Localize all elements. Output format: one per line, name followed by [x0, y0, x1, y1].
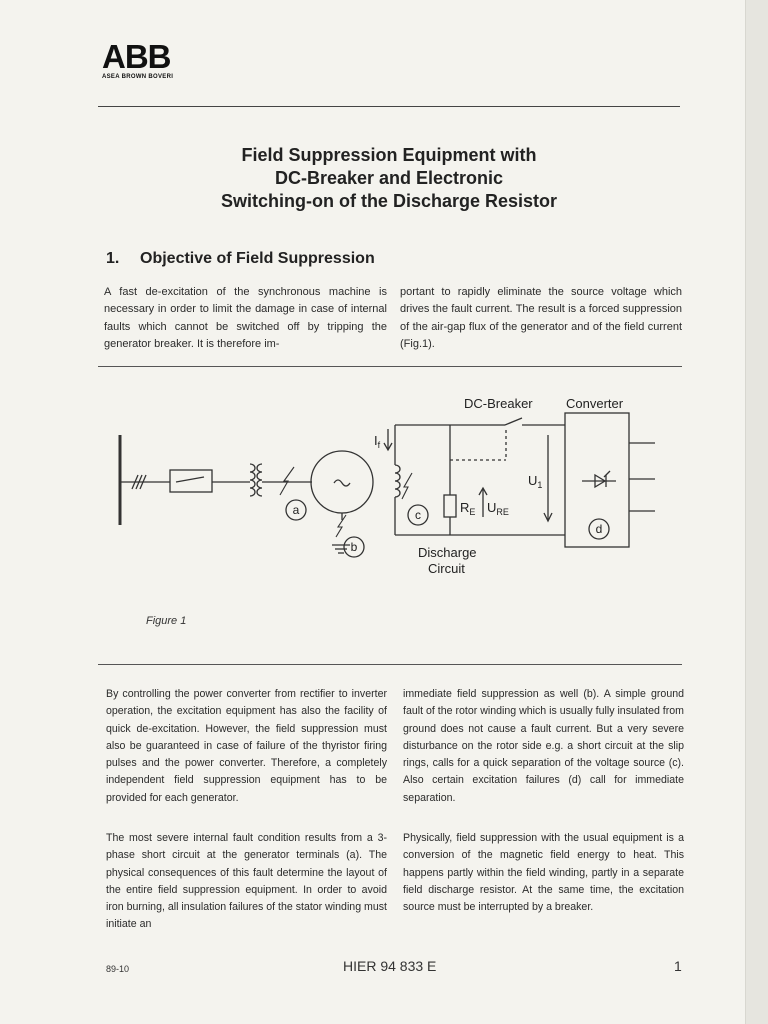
body-left-paragraph-1: By controlling the power converter from rectifier to inverter operation, the excitation equipment has also the facility of quick de-excitation. However, the field suppression must also be guaranteed in case of failure of the thyristor firing pulses and the power converter. Therefore, a completely independent field suppression equipment has to be provided for each generator. — [106, 688, 387, 804]
body-right-paragraph-1: immediate field suppression as well (b). A simple ground fault of the rotor winding which is usually fully insulated from ground does not cause a fault current. But a very severe disturbance on the rotor side e.g. a short circuit at the slip rings, calls for a quick separation of the voltage source (c). Also certain excitation failures (d) call for immediate separation. — [403, 688, 684, 804]
logo-subtitle: ASEA BROWN BOVERI — [102, 74, 174, 80]
body-left-paragraph-2: The most severe internal fault condition results from a 3-phase short circuit at the generator terminals (a). The physical consequences of this fault determine the layout of the entire field suppression equipment. In order to avoid iron burning, all insulation failures of the stator winding must initiate an — [106, 832, 387, 931]
intro-left-paragraph: A fast de-excitation of the synchronous machine is necessary in order to limit the damage in case of internal faults which cannot be switched off by tripping the generator breaker. It is therefore im- — [104, 286, 387, 350]
dc-breaker-label: DC-Breaker — [464, 396, 533, 411]
footer-page-number: 1 — [674, 958, 682, 974]
field-winding — [395, 465, 400, 497]
document-title — [98, 144, 680, 213]
discharge-resistor — [444, 495, 456, 517]
converter-label: Converter — [566, 396, 624, 411]
figure-caption: Figure 1 — [146, 615, 187, 627]
figure-1-circuit-diagram — [110, 385, 670, 595]
transformer-coil-right — [257, 464, 262, 496]
discharge-label-1: Discharge — [418, 545, 477, 560]
ure-label: $U_{RE}$ — [487, 500, 509, 517]
marker-a-label: a — [292, 503, 300, 517]
body-right-paragraph-2: Physically, field suppression with the usual equipment is a conversion of the magnetic field energy to heat. This happens partly within the field winding, partly in a separate field discharge resistor. At the same time, the excitation source must be interrupted by a breaker. — [403, 832, 684, 914]
footer-document-number: HIER 94 833 E — [343, 958, 437, 974]
section-number: 1. — [106, 250, 120, 267]
title-line-1: Field Suppression Equipment with — [241, 145, 537, 165]
generator-tilde — [334, 480, 350, 486]
header-rule — [98, 106, 680, 107]
abb-logo — [102, 40, 173, 80]
discharge-label-2: Circuit — [428, 561, 465, 576]
section-heading — [106, 250, 375, 268]
title-line-3: Switching-on of the Discharge Resistor — [220, 191, 558, 211]
marker-c-label: c — [415, 508, 421, 522]
logo-mark: ABB — [102, 38, 171, 75]
section-title: Objective of Field Suppression — [140, 250, 375, 267]
u1-label: $U_1$ — [528, 473, 543, 490]
figure-bottom-rule — [98, 664, 682, 665]
transformer-coil-left — [250, 464, 255, 496]
generator-breaker — [170, 470, 212, 492]
figure-top-rule — [98, 366, 682, 367]
intro-right-paragraph: portant to rapidly eliminate the source voltage which drives the fault current. The result is a forced suppression of the air-gap flux of the generator and of the field current (Fig.1). — [400, 286, 682, 350]
re-label: $R_E$ — [460, 500, 476, 517]
marker-d-label: d — [595, 522, 603, 536]
page-edge — [745, 0, 768, 1024]
footer-code: 89-10 — [106, 964, 130, 974]
marker-b-label: b — [350, 540, 358, 554]
if-label: $I_f$ — [374, 433, 381, 450]
title-line-2: DC-Breaker and Electronic — [274, 168, 504, 188]
